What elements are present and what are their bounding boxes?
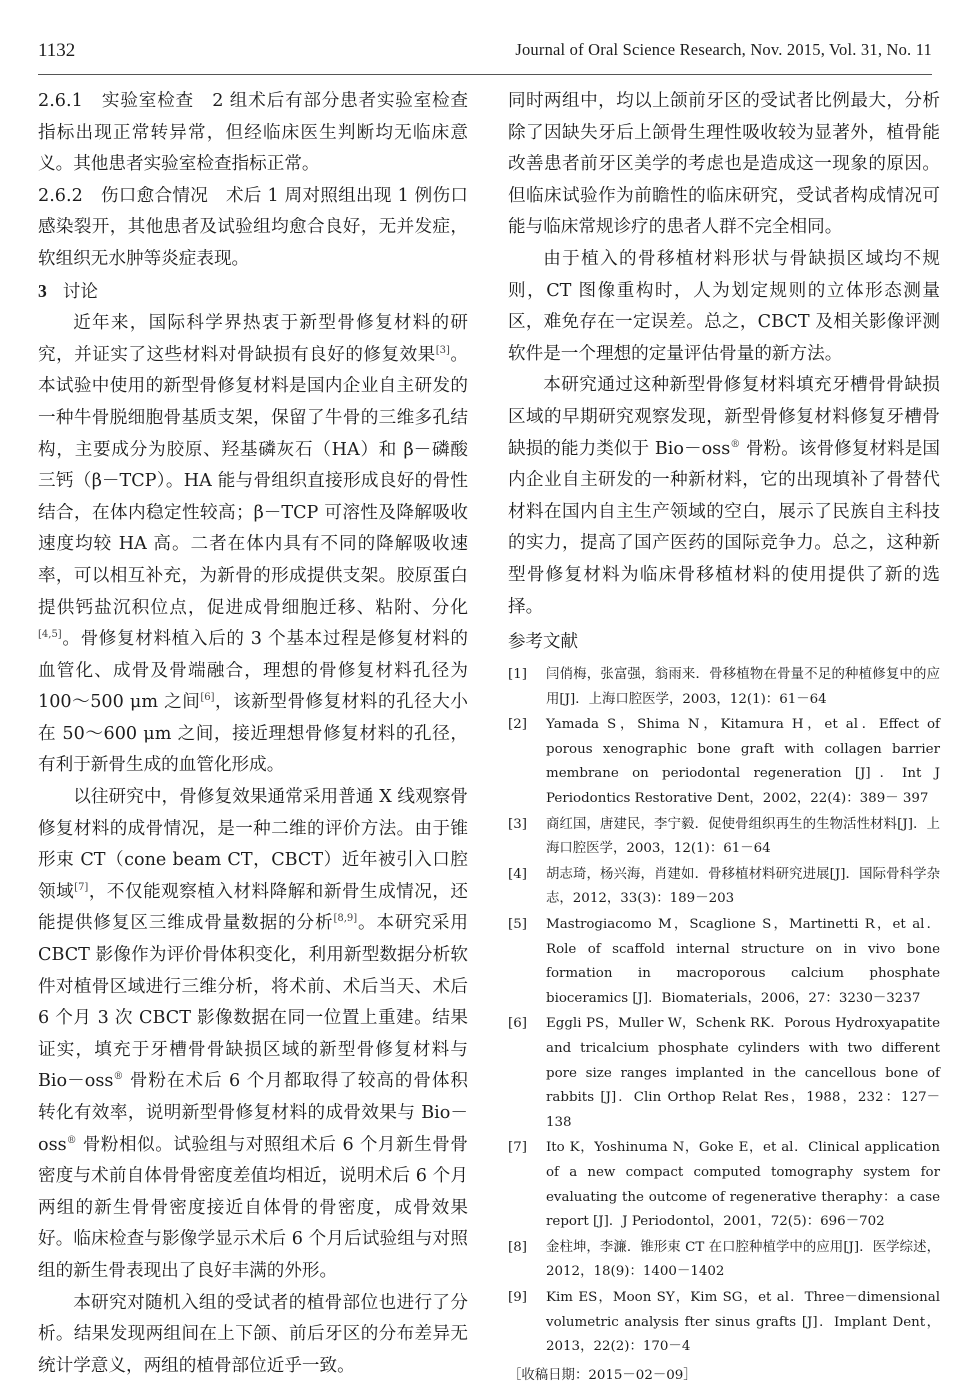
reference-number: [7] [508,1140,527,1156]
reference-text: 胡志琦，杨兴海，肖建如．骨移植材料研究进展[J]．国际骨科学杂志，2012，33(3)：189－203 [546,866,940,907]
reference-item [508,1236,940,1285]
reference-item [508,913,940,1011]
citation-ref: [6] [200,692,215,704]
reference-text: Mastrogiacomo M，Scaglione S，Martinetti R，et al．Role of scaffold internal structure on in vivo bone formation in macroporous calcium phosphate bioceramics [J]．Biomaterials，2006，27：3230－3237 [546,917,940,1006]
page-number: 1132 [38,40,76,61]
registered-mark: ® [730,438,741,450]
reference-text: Kim ES，Moon SY，Kim SG，et al．Three－dimensional volumetric analysis fter sinus grafts [J]．Implant Dent，2013，22(2)：170－4 [546,1289,940,1355]
text-run: 近年来，国际科学界热衷于新型骨修复材料的研究，并证实了这些材料对骨缺损有良好的修复效果 [38,313,468,365]
citation-ref: [3] [435,344,450,356]
text-run: 本研究通过这种新型骨修复材料填充牙槽骨骨缺损区域的早期研究观察发现，新型骨修复材料修复牙槽骨缺损的能力类似于 Bio－oss [508,375,940,459]
reference-text: Ito K，Yoshinuma N，Goke E，et al．Clinical application of a new compact computed tomography system for evaluating the outcome of regenerative theraphy：a case report [J]．J Periodontol，2001，72(5)：696－702 [546,1140,940,1230]
text-run: 以往研究中，骨修复效果通常采用普通 X 线观察骨修复材料的成骨情况，是一种二维的评价方法。由于锥形束 CT（cone beam CT，CBCT）近年被引入口腔领域 [38,787,468,902]
citation-ref: [8,9] [333,913,358,925]
journal-citation: Journal of Oral Science Research, Nov. 2015, Vol. 31, No. 11 [515,40,932,59]
reference-item [508,813,940,862]
reference-item [508,1286,940,1360]
text-run: 。骨修复材料植入后的 3 个基本过程是修复材料的血管化、成骨及骨端融合，理想的骨修复材料孔径为 100～500 μm 之间 [38,629,468,713]
section-number: 3 [38,280,47,301]
left-column [38,86,468,1382]
discussion-paragraph-4: 由于植入的骨移植材料形状与骨缺损区域均不规则，CT 图像重构时，人为划定规则的立体形态测量区，难免存在一定误差。总之，CBCT 及相关影像评测软件是一个理想的定量评估骨量的新方法。 [508,248,940,364]
reference-list [508,663,940,1360]
reference-text: 商红国，唐建民，李宁毅．促使骨组织再生的生物活性材料[J]．上海口腔医学，2003，12(1)：61－64 [546,816,940,857]
reference-item [508,1136,940,1234]
text-run: 。本试验中使用的新型骨修复材料是国内企业自主研发的一种牛骨脱细胞骨基质支架，保留了牛骨的三维多孔结构，主要成分为胶原、羟基磷灰石（HA）和 β－磷酸三钙（β－TCP）。HA 能与骨组织直接形成良好的骨性结合，在体内稳定性较高；β－TCP 可溶性及降解吸收速度均较 HA 高。二者在体内具有不同的降解吸收速率，可以相互补充，为新骨的形成提供支架。胶原蛋白提供钙盐沉积位点，促进成骨细胞迁移、粘附、分化 [38,344,468,618]
text-run: 骨粉。该骨修复材料是国内企业自主研发的一种新材料，它的出现填补了骨替代材料在国内自主生产领域的空白，展示了民族自主科技的实力，提高了国产医药的国际竞争力。总之，这种新型骨修复材料为临床骨移植材料的使用提供了新的选择。 [508,438,940,617]
citation-ref: [4,5] [38,629,62,641]
registered-mark: ® [66,1134,77,1146]
reference-item [508,663,940,712]
citation-ref: [7] [74,881,89,893]
section-title: 讨论 [62,281,98,302]
reference-number: [1] [508,667,527,683]
reference-number: [3] [508,816,527,832]
reference-number: [8] [508,1239,527,1255]
discussion-paragraph-1 [38,308,468,782]
text-run: 骨粉相似。试验组与对照组术后 6 个月新生骨骨密度与术前自体骨骨密度差值均相近，说明术后 6 个月两组的新生骨骨密度接近自体骨的骨密度，成骨效果好。临床检查与影像学显示术后 6 个月后试验组与对照组的新生骨表现出了良好丰满的外形。 [38,1134,468,1281]
subsection-2-6-1: 2.6.1 实验室检查 2 组术后有部分患者实验室检查指标出现正常转异常，但经临床医生判断均无临床意义。其他患者实验室检查指标正常。 [38,91,468,175]
reference-number: [9] [508,1289,527,1305]
discussion-paragraph-3-cont: 同时两组中，均以上颌前牙区的受试者比例最大，分析除了因缺失牙后上颌骨生理性吸收较为显著外，植骨能改善患者前牙区美学的考虑也是造成这一现象的原因。但临床试验作为前瞻性的临床研究，受试者构成情况可能与临床常规诊疗的患者人群不完全相同。 [508,91,940,238]
reference-number: [2] [508,717,527,733]
reference-item [508,1012,940,1135]
text-run: 骨粉在术后 6 个月都取得了较高的骨体积转化有效率，说明新型骨修复材料的成骨效果与 Bio－oss [38,1071,468,1155]
text-run: ，不仅能观察植入材料降解和新骨生成情况，还能提供修复区三维成骨量数据的分析 [38,881,468,934]
text-run: 。本研究采用 CBCT 影像作为评价骨体积变化，利用新型数据分析软件对植骨区域进行三维分析，将术前、术后当天、术后 6 个月 3 次 CBCT 影像数据在同一位置上重建。结果证实，填充于牙槽骨骨缺损区域的新型骨修复材料与 Bio－oss [38,913,468,1092]
discussion-paragraph-5 [508,370,940,623]
right-column [508,86,940,1388]
discussion-paragraph-3: 本研究对随机入组的受试者的植骨部位也进行了分析。结果发现两组间在上下颌、前后牙区的分布差异无统计学意义，两组的植骨部位近乎一致。 [38,1292,468,1376]
reference-number: [6] [508,1016,527,1032]
text-run: ，该新型骨修复材料的孔径大小在 50～600 μm 之间，接近理想骨修复材料的孔径，有利于新骨生成的血管化形成。 [38,692,468,776]
section-heading-discussion [38,276,468,309]
received-date: ［收稿日期：2015－02－09］ [508,1367,697,1383]
reference-number: [5] [508,917,527,933]
reference-item [508,863,940,912]
subsection-2-6-2: 2.6.2 伤口愈合情况 术后 1 周对照组出现 1 例伤口感染裂开，其他患者及试验组均愈合良好，无并发症，软组织无水肿等炎症表现。 [38,185,468,269]
registered-mark: ® [113,1071,124,1083]
reference-text: Eggli PS，Muller W，Schenk RK．Porous Hydroxyapatite and tricalcium phosphate cylinders with two different pore size ranges implanted in the cancellous bone of rabbits [J]．Clin Orthop Relat Res，1988，232：127－138 [546,1016,940,1130]
reference-text: 闫俏梅，张富强，翁雨来．骨移植物在骨量不足的种植修复中的应用[J]．上海口腔医学，2003，12(1)：61－64 [546,667,940,707]
discussion-paragraph-2 [38,782,468,1288]
header-rule [38,74,932,75]
reference-number: [4] [508,866,527,882]
reference-text: Yamada S，Shima N，Kitamura H，et al．Effect of porous xenographic bone graft with collagen barrier membrane on periodontal regeneration [J]．Int J Periodontics Restorative Dent，2002，22(4)：389－ 397 [546,717,940,807]
running-header [38,40,932,66]
references-heading: 参考文献 [508,632,578,653]
reference-text: 金柱坤，李濂．锥形束 CT 在口腔种植学中的应用[J]．医学综述，2012，18(9)：1400－1402 [546,1239,940,1280]
reference-item [508,713,940,811]
